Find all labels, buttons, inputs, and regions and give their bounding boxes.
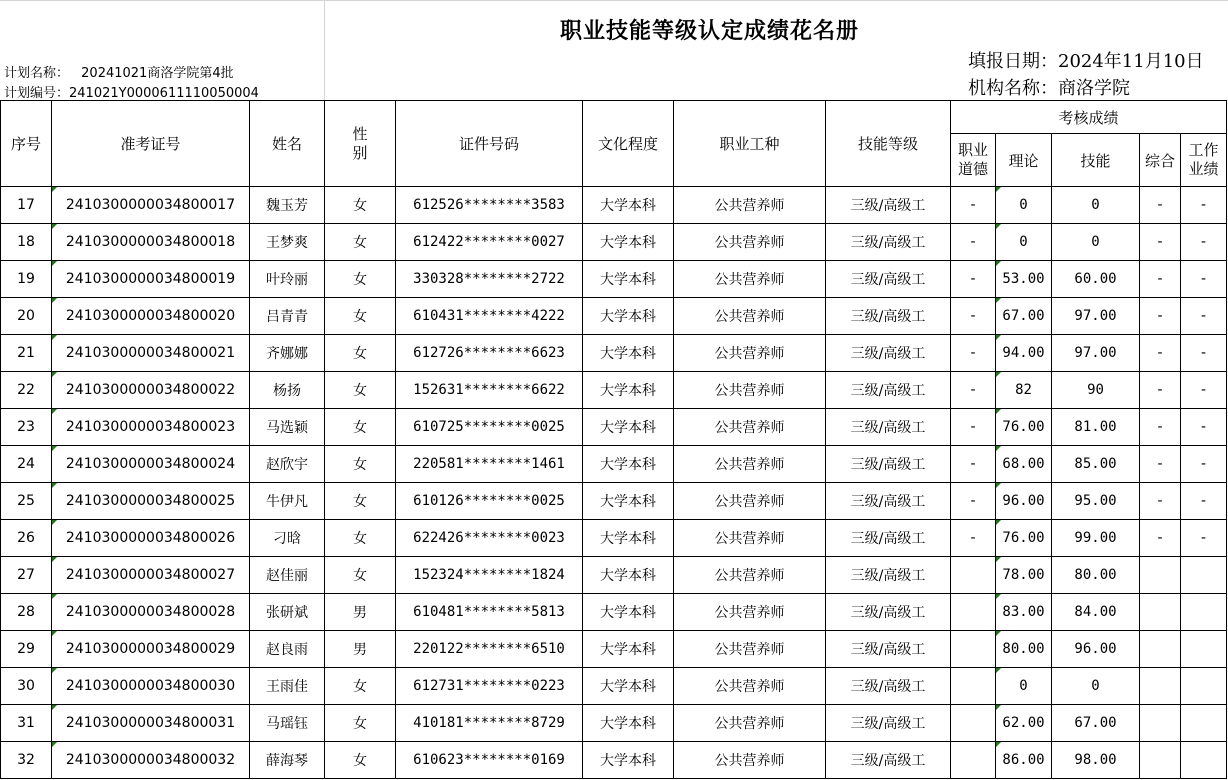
cell-ethics: - — [951, 335, 996, 372]
cell-id-no: 610725********0025 — [396, 409, 583, 446]
cell-id-no: 152324********1824 — [396, 557, 583, 594]
cell-gender: 男 — [325, 594, 396, 631]
table-row — [1, 594, 1227, 631]
cell-education: 大学本科 — [583, 631, 674, 668]
cell-theory: 62.00 — [996, 705, 1052, 742]
cell-id-no: 612526********3583 — [396, 187, 583, 224]
cell-id-no: 612731********0223 — [396, 668, 583, 705]
cell-overall: - — [1140, 261, 1181, 298]
cell-work: - — [1181, 446, 1227, 483]
cell-seq: 17 — [1, 187, 52, 224]
cell-id-no: 220581********1461 — [396, 446, 583, 483]
cell-name: 王雨佳 — [250, 668, 325, 705]
cell-gender: 女 — [325, 409, 396, 446]
cell-exam-id: 2410300000034800029 — [52, 631, 250, 668]
cell-work: - — [1181, 409, 1227, 446]
cell-overall — [1140, 594, 1181, 631]
cell-theory: 94.00 — [996, 335, 1052, 372]
cell-work — [1181, 742, 1227, 779]
header-name: 姓名 — [250, 101, 325, 187]
cell-seq: 18 — [1, 224, 52, 261]
cell-occupation: 公共营养师 — [674, 668, 826, 705]
table-row — [1, 483, 1227, 520]
cell-skill: 60.00 — [1052, 261, 1140, 298]
plan-code-label: 计划编号： — [4, 86, 70, 101]
cell-education: 大学本科 — [583, 224, 674, 261]
cell-exam-id: 2410300000034800025 — [52, 483, 250, 520]
cell-seq: 20 — [1, 298, 52, 335]
cell-work: - — [1181, 335, 1227, 372]
cell-occupation: 公共营养师 — [674, 705, 826, 742]
header-gender: 性别 — [325, 101, 396, 187]
cell-skill: 85.00 — [1052, 446, 1140, 483]
cell-ethics — [951, 742, 996, 779]
cell-education: 大学本科 — [583, 261, 674, 298]
cell-seq: 21 — [1, 335, 52, 372]
header-id-no: 证件号码 — [396, 101, 583, 187]
cell-overall — [1140, 742, 1181, 779]
cell-ethics: - — [951, 520, 996, 557]
cell-skill: 81.00 — [1052, 409, 1140, 446]
cell-overall: - — [1140, 409, 1181, 446]
cell-ethics — [951, 594, 996, 631]
cell-occupation: 公共营养师 — [674, 483, 826, 520]
header-theory: 理论 — [996, 134, 1052, 187]
cell-skill: 98.00 — [1052, 742, 1140, 779]
cell-work — [1181, 594, 1227, 631]
cell-ethics: - — [951, 224, 996, 261]
cell-id-no: 610126********0025 — [396, 483, 583, 520]
cell-seq: 31 — [1, 705, 52, 742]
table-row — [1, 298, 1227, 335]
cell-skill: 97.00 — [1052, 298, 1140, 335]
header-seq: 序号 — [1, 101, 52, 187]
cell-occupation: 公共营养师 — [674, 409, 826, 446]
cell-gender: 女 — [325, 372, 396, 409]
cell-name: 张研斌 — [250, 594, 325, 631]
cell-overall: - — [1140, 335, 1181, 372]
table-row — [1, 705, 1227, 742]
cell-theory: 83.00 — [996, 594, 1052, 631]
cell-level: 三级/高级工 — [826, 372, 951, 409]
cell-name: 马瑶钰 — [250, 705, 325, 742]
cell-name: 吕青青 — [250, 298, 325, 335]
cell-name: 赵良雨 — [250, 631, 325, 668]
cell-gender: 女 — [325, 446, 396, 483]
cell-education: 大学本科 — [583, 557, 674, 594]
page-title: 职业技能等级认定成绩花名册 — [560, 18, 860, 44]
cell-work — [1181, 631, 1227, 668]
cell-work: - — [1181, 224, 1227, 261]
cell-overall: - — [1140, 298, 1181, 335]
cell-level: 三级/高级工 — [826, 409, 951, 446]
cell-name: 魏玉芳 — [250, 187, 325, 224]
cell-ethics: - — [951, 261, 996, 298]
cell-work — [1181, 705, 1227, 742]
cell-level: 三级/高级工 — [826, 742, 951, 779]
cell-ethics — [951, 631, 996, 668]
report-date: 填报日期：2024年11月10日 — [968, 51, 1204, 72]
cell-level: 三级/高级工 — [826, 668, 951, 705]
cell-education: 大学本科 — [583, 483, 674, 520]
table-row — [1, 372, 1227, 409]
sheet-header — [0, 0, 1228, 101]
table-row — [1, 409, 1227, 446]
header-skill: 技能 — [1052, 134, 1140, 187]
cell-level: 三级/高级工 — [826, 594, 951, 631]
cell-work: - — [1181, 372, 1227, 409]
cell-exam-id: 2410300000034800018 — [52, 224, 250, 261]
cell-gender: 女 — [325, 668, 396, 705]
header-top-line — [0, 0, 1228, 1]
cell-seq: 32 — [1, 742, 52, 779]
cell-seq: 26 — [1, 520, 52, 557]
cell-occupation: 公共营养师 — [674, 298, 826, 335]
plan-code-line — [4, 82, 259, 101]
cell-exam-id: 2410300000034800031 — [52, 705, 250, 742]
cell-education: 大学本科 — [583, 187, 674, 224]
cell-ethics: - — [951, 372, 996, 409]
cell-name: 薛海琴 — [250, 742, 325, 779]
cell-gender: 女 — [325, 742, 396, 779]
cell-ethics: - — [951, 187, 996, 224]
cell-seq: 25 — [1, 483, 52, 520]
cell-seq: 27 — [1, 557, 52, 594]
cell-ethics: - — [951, 409, 996, 446]
cell-seq: 28 — [1, 594, 52, 631]
cell-occupation: 公共营养师 — [674, 261, 826, 298]
cell-education: 大学本科 — [583, 409, 674, 446]
cell-gender: 男 — [325, 631, 396, 668]
cell-exam-id: 2410300000034800020 — [52, 298, 250, 335]
cell-overall — [1140, 705, 1181, 742]
cell-skill: 96.00 — [1052, 631, 1140, 668]
cell-theory: 80.00 — [996, 631, 1052, 668]
cell-gender: 女 — [325, 335, 396, 372]
cell-occupation: 公共营养师 — [674, 224, 826, 261]
cell-education: 大学本科 — [583, 742, 674, 779]
cell-overall — [1140, 668, 1181, 705]
cell-level: 三级/高级工 — [826, 483, 951, 520]
cell-level: 三级/高级工 — [826, 631, 951, 668]
cell-ethics — [951, 668, 996, 705]
header-occupation: 职业工种 — [674, 101, 826, 187]
plan-name-label: 计划名称： — [4, 66, 70, 81]
cell-work: - — [1181, 483, 1227, 520]
header-exam-id: 准考证号 — [52, 101, 250, 187]
cell-level: 三级/高级工 — [826, 557, 951, 594]
cell-ethics — [951, 557, 996, 594]
cell-overall: - — [1140, 372, 1181, 409]
cell-exam-id: 2410300000034800022 — [52, 372, 250, 409]
cell-skill: 0 — [1052, 187, 1140, 224]
cell-occupation: 公共营养师 — [674, 187, 826, 224]
cell-theory: 0 — [996, 668, 1052, 705]
cell-theory: 78.00 — [996, 557, 1052, 594]
header-level: 技能等级 — [826, 101, 951, 187]
table-header-row — [1, 101, 1227, 134]
cell-name: 杨扬 — [250, 372, 325, 409]
cell-occupation: 公共营养师 — [674, 335, 826, 372]
cell-theory: 53.00 — [996, 261, 1052, 298]
table-body — [1, 187, 1227, 779]
cell-seq: 30 — [1, 668, 52, 705]
cell-id-no: 410181********8729 — [396, 705, 583, 742]
cell-skill: 67.00 — [1052, 705, 1140, 742]
cell-id-no: 610431********4222 — [396, 298, 583, 335]
cell-exam-id: 2410300000034800027 — [52, 557, 250, 594]
cell-exam-id: 2410300000034800032 — [52, 742, 250, 779]
cell-education: 大学本科 — [583, 668, 674, 705]
table-row — [1, 261, 1227, 298]
cell-level: 三级/高级工 — [826, 187, 951, 224]
cell-skill: 80.00 — [1052, 557, 1140, 594]
cell-id-no: 610623********0169 — [396, 742, 583, 779]
cell-skill: 95.00 — [1052, 483, 1140, 520]
cell-overall: - — [1140, 446, 1181, 483]
cell-gender: 女 — [325, 261, 396, 298]
cell-seq: 24 — [1, 446, 52, 483]
cell-name: 赵欣宇 — [250, 446, 325, 483]
cell-gender: 女 — [325, 483, 396, 520]
cell-theory: 76.00 — [996, 409, 1052, 446]
cell-gender: 女 — [325, 298, 396, 335]
cell-education: 大学本科 — [583, 705, 674, 742]
cell-occupation: 公共营养师 — [674, 594, 826, 631]
cell-name: 王梦爽 — [250, 224, 325, 261]
cell-education: 大学本科 — [583, 372, 674, 409]
cell-gender: 女 — [325, 705, 396, 742]
cell-exam-id: 2410300000034800017 — [52, 187, 250, 224]
table-row — [1, 742, 1227, 779]
cell-education: 大学本科 — [583, 446, 674, 483]
cell-exam-id: 2410300000034800024 — [52, 446, 250, 483]
cell-gender: 女 — [325, 224, 396, 261]
cell-exam-id: 2410300000034800026 — [52, 520, 250, 557]
header-overall: 综合 — [1140, 134, 1181, 187]
cell-id-no: 610481********5813 — [396, 594, 583, 631]
cell-gender: 女 — [325, 557, 396, 594]
cell-occupation: 公共营养师 — [674, 557, 826, 594]
cell-seq: 23 — [1, 409, 52, 446]
cell-skill: 84.00 — [1052, 594, 1140, 631]
cell-level: 三级/高级工 — [826, 705, 951, 742]
cell-theory: 0 — [996, 224, 1052, 261]
cell-id-no: 612422********0027 — [396, 224, 583, 261]
cell-exam-id: 2410300000034800023 — [52, 409, 250, 446]
cell-theory: 68.00 — [996, 446, 1052, 483]
cell-id-no: 220122********6510 — [396, 631, 583, 668]
table-row — [1, 187, 1227, 224]
cell-education: 大学本科 — [583, 520, 674, 557]
cell-occupation: 公共营养师 — [674, 446, 826, 483]
org-name: 机构名称：商洛学院 — [968, 78, 1130, 99]
cell-id-no: 622426********0023 — [396, 520, 583, 557]
cell-ethics: - — [951, 298, 996, 335]
header-divider — [324, 0, 325, 101]
plan-code-value: 241021Y0000611110050004 — [69, 86, 259, 101]
table-row — [1, 631, 1227, 668]
cell-occupation: 公共营养师 — [674, 372, 826, 409]
cell-education: 大学本科 — [583, 298, 674, 335]
cell-overall: - — [1140, 187, 1181, 224]
cell-work: - — [1181, 520, 1227, 557]
cell-level: 三级/高级工 — [826, 335, 951, 372]
cell-gender: 女 — [325, 520, 396, 557]
cell-work: - — [1181, 187, 1227, 224]
cell-work: - — [1181, 298, 1227, 335]
cell-name: 齐娜娜 — [250, 335, 325, 372]
cell-theory: 96.00 — [996, 483, 1052, 520]
plan-name-value: 20241021商洛学院第4批 — [81, 66, 234, 81]
cell-occupation: 公共营养师 — [674, 631, 826, 668]
cell-name: 马选颖 — [250, 409, 325, 446]
table-row — [1, 335, 1227, 372]
cell-occupation: 公共营养师 — [674, 742, 826, 779]
cell-skill: 0 — [1052, 224, 1140, 261]
cell-name: 刁晗 — [250, 520, 325, 557]
cell-exam-id: 2410300000034800021 — [52, 335, 250, 372]
cell-education: 大学本科 — [583, 335, 674, 372]
cell-skill: 97.00 — [1052, 335, 1140, 372]
cell-exam-id: 2410300000034800030 — [52, 668, 250, 705]
cell-ethics — [951, 705, 996, 742]
cell-level: 三级/高级工 — [826, 520, 951, 557]
cell-theory: 76.00 — [996, 520, 1052, 557]
cell-seq: 19 — [1, 261, 52, 298]
cell-theory: 86.00 — [996, 742, 1052, 779]
cell-theory: 0 — [996, 187, 1052, 224]
cell-id-no: 330328********2722 — [396, 261, 583, 298]
table-row — [1, 224, 1227, 261]
cell-level: 三级/高级工 — [826, 446, 951, 483]
cell-skill: 0 — [1052, 668, 1140, 705]
table-row — [1, 668, 1227, 705]
cell-seq: 29 — [1, 631, 52, 668]
cell-skill: 90 — [1052, 372, 1140, 409]
cell-work — [1181, 557, 1227, 594]
cell-overall — [1140, 631, 1181, 668]
cell-ethics: - — [951, 446, 996, 483]
cell-exam-id: 2410300000034800028 — [52, 594, 250, 631]
cell-occupation: 公共营养师 — [674, 520, 826, 557]
cell-work: - — [1181, 261, 1227, 298]
cell-overall: - — [1140, 520, 1181, 557]
cell-name: 叶玲丽 — [250, 261, 325, 298]
cell-overall: - — [1140, 483, 1181, 520]
cell-theory: 82 — [996, 372, 1052, 409]
table-row — [1, 520, 1227, 557]
cell-gender: 女 — [325, 187, 396, 224]
cell-name: 赵佳丽 — [250, 557, 325, 594]
cell-ethics: - — [951, 483, 996, 520]
plan-name-line — [4, 62, 234, 81]
score-table — [0, 100, 1227, 779]
header-work: 工作业绩 — [1181, 134, 1227, 187]
cell-name: 牛伊凡 — [250, 483, 325, 520]
cell-theory: 67.00 — [996, 298, 1052, 335]
cell-id-no: 612726********6623 — [396, 335, 583, 372]
cell-overall: - — [1140, 224, 1181, 261]
cell-level: 三级/高级工 — [826, 298, 951, 335]
cell-level: 三级/高级工 — [826, 261, 951, 298]
table-row — [1, 557, 1227, 594]
header-scores: 考核成绩 — [951, 101, 1227, 134]
cell-level: 三级/高级工 — [826, 224, 951, 261]
cell-id-no: 152631********6622 — [396, 372, 583, 409]
cell-education: 大学本科 — [583, 594, 674, 631]
header-ethics: 职业道德 — [951, 134, 996, 187]
cell-overall — [1140, 557, 1181, 594]
cell-work — [1181, 668, 1227, 705]
table-row — [1, 446, 1227, 483]
cell-exam-id: 2410300000034800019 — [52, 261, 250, 298]
cell-seq: 22 — [1, 372, 52, 409]
header-education: 文化程度 — [583, 101, 674, 187]
cell-skill: 99.00 — [1052, 520, 1140, 557]
